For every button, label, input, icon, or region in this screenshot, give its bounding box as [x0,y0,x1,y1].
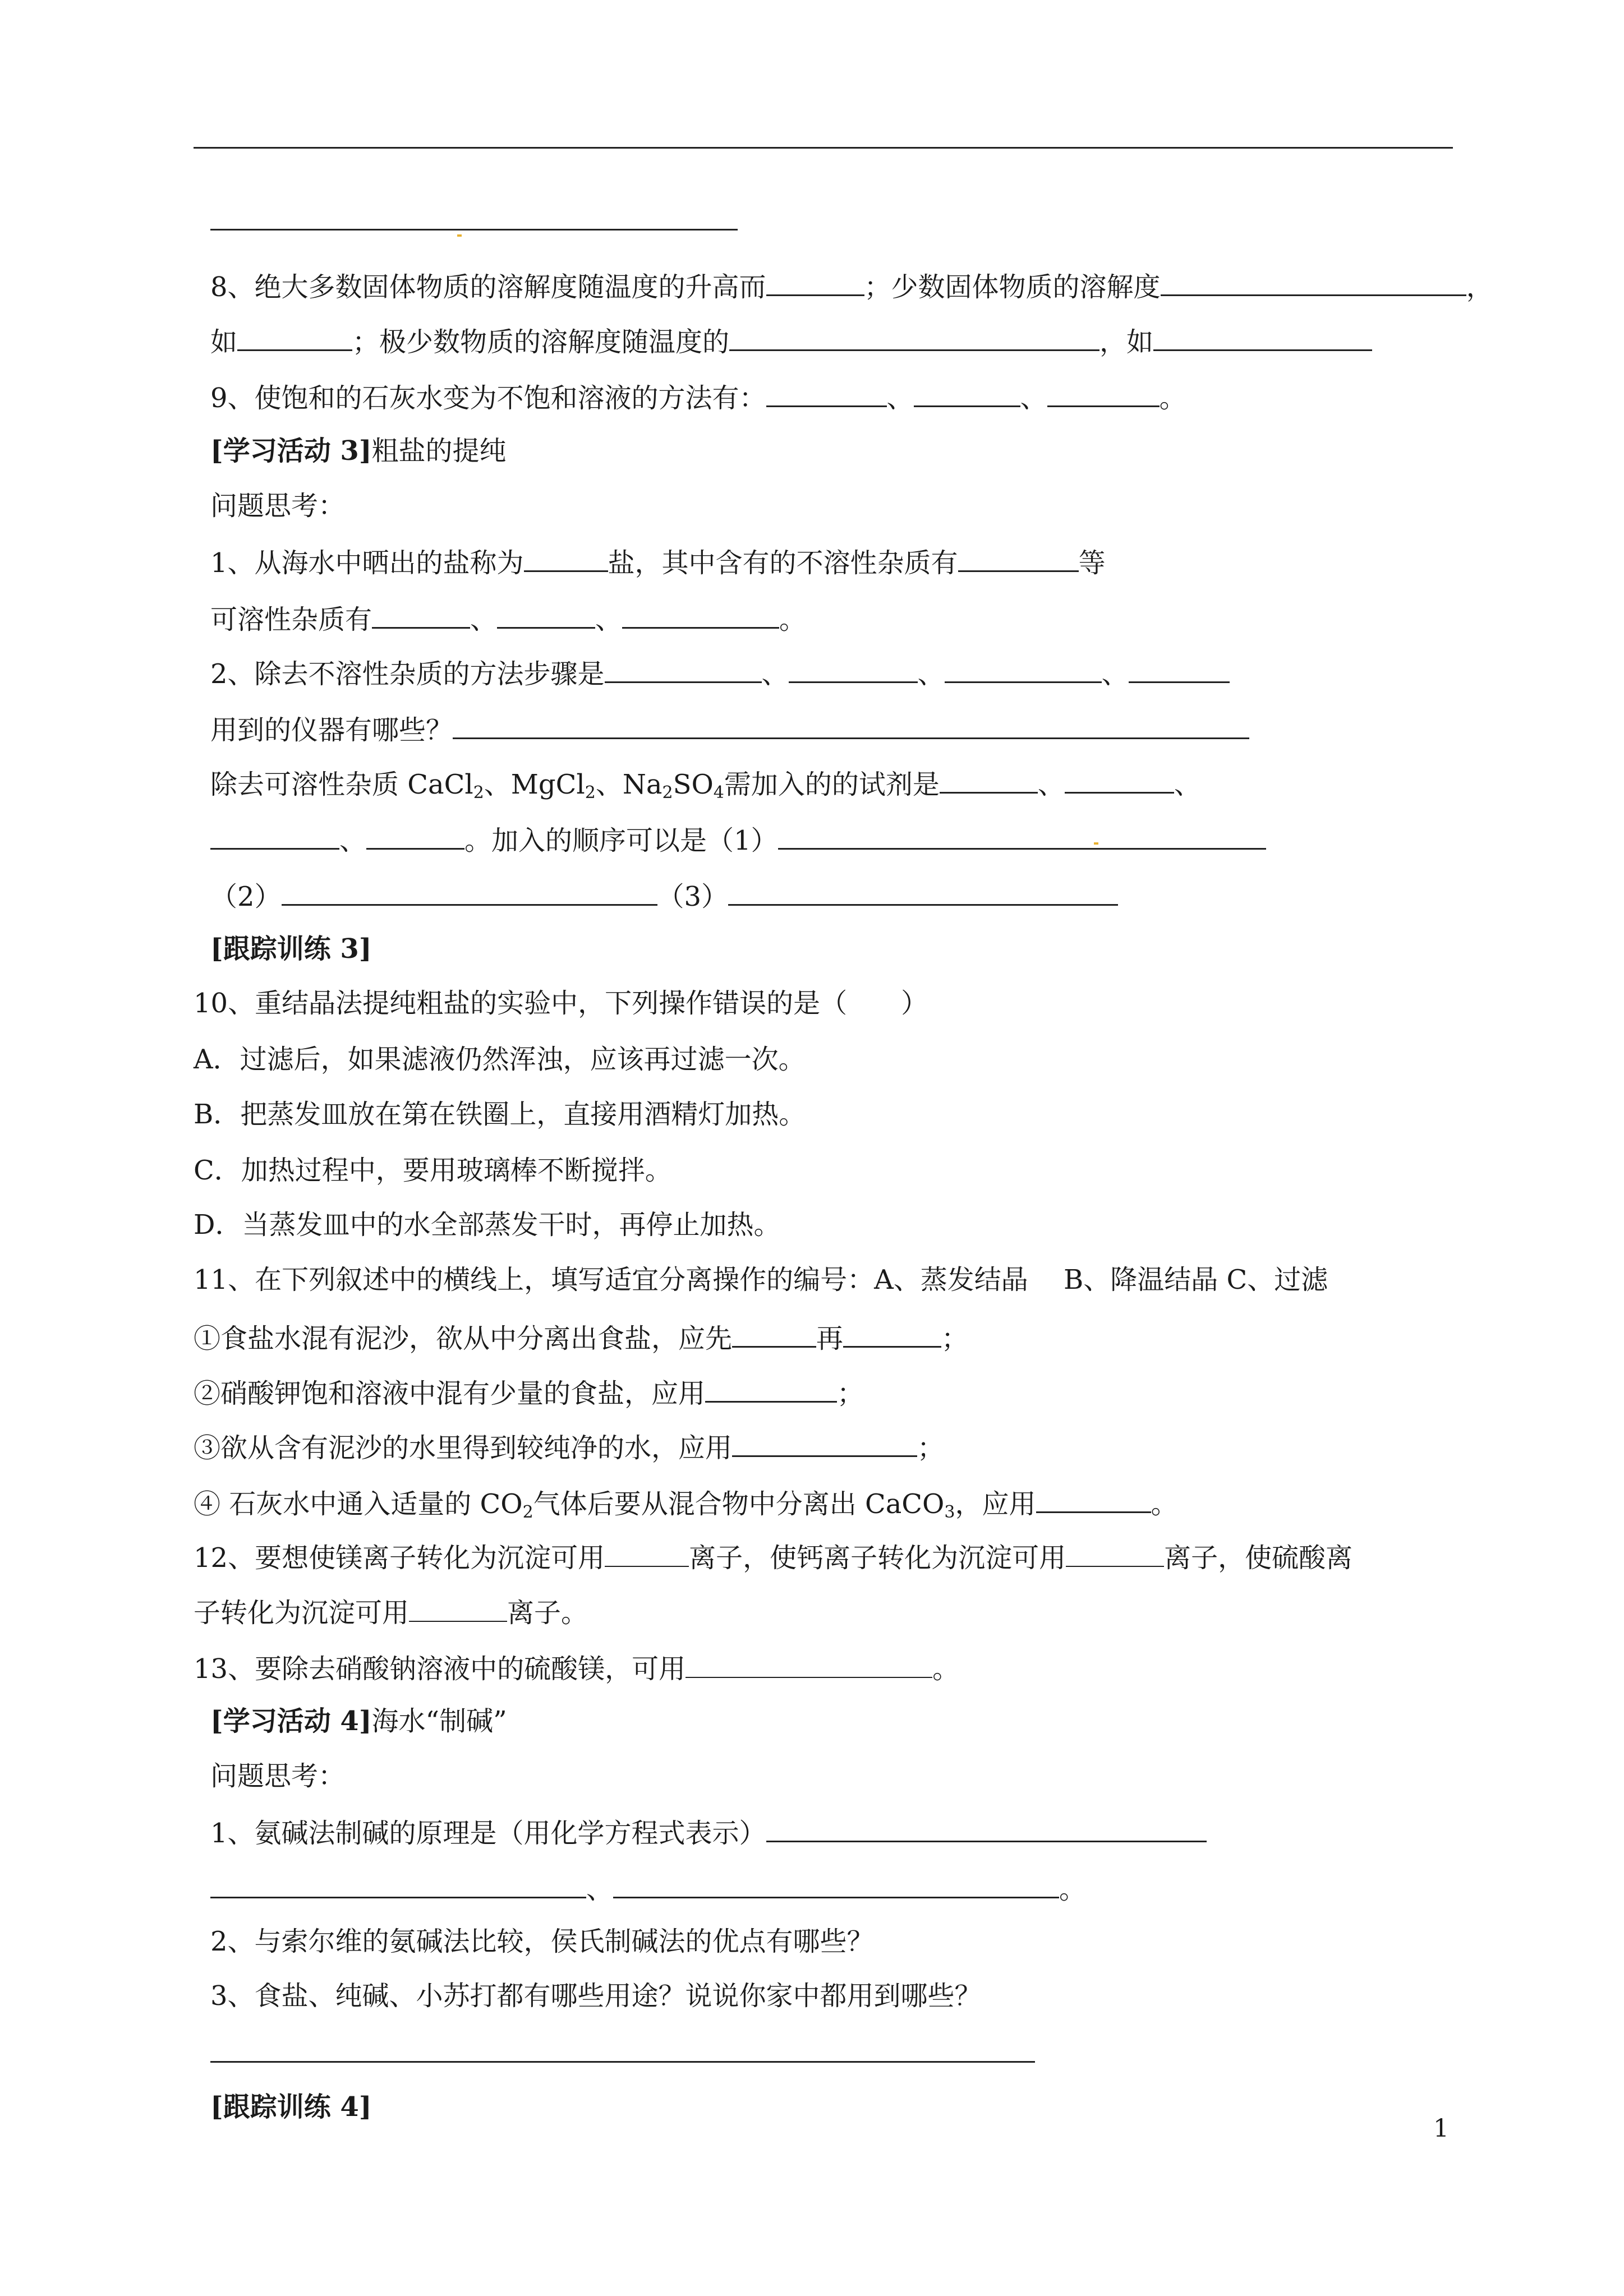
q9-blank3[interactable] [1047,377,1160,407]
a3q1-blank3[interactable] [372,599,470,629]
q10-option-b[interactable]: B．把蒸发皿放在第在铁圈上，直接用酒精灯加热。 [194,1099,806,1130]
a3q3-line1: 除去可溶性杂质 CaCl$_2$、MgCl$_2$、$Na_2SO_4$需加入的的试剂是 、 、 [210,764,1201,800]
q11-blank2[interactable] [843,1318,941,1348]
q12-blank3[interactable] [409,1593,507,1622]
a3q2-blank4[interactable] [1129,653,1230,683]
a4q1-line1: 1、氨碱法制碱的原理是（用化学方程式表示） [210,1813,1207,1848]
track4-heading: [跟踪训练 4] [210,2091,372,2123]
a3q1-line1: 1、从海水中晒出的盐称为 盐，其中含有的不溶性杂质有 等 [210,542,1106,578]
a4q1-line2: 、 。 [210,1869,1086,1905]
a4q3-answer-line[interactable] [210,2033,1035,2069]
q12-blank2[interactable] [1066,1538,1164,1567]
a3q3-order1-blank[interactable] [778,820,1266,850]
track3-heading: [跟踪训练 3] [210,933,372,965]
a3q2-blank2[interactable] [789,653,918,683]
q12-line1: 12、要想使镁离子转化为沉淀可用 离子，使钙离子转化为沉淀可用 离子，使硫酸离 [194,1538,1352,1574]
q8-blank4[interactable] [729,321,1099,351]
page-number: 1 [1433,2114,1449,2143]
q12-blank1[interactable] [605,1538,689,1567]
q8-blank3[interactable] [237,321,352,351]
answer-line-top[interactable] [210,201,738,237]
q12-line2: 子转化为沉淀可用 离子。 [194,1593,588,1629]
q13-line: 13、要除去硝酸钠溶液中的硫酸镁，可用 。 [194,1649,959,1685]
activity4-think: 问题思考： [210,1760,346,1792]
q11-item4: ④ 石灰水中通入适量的 $CO_2$气体后要从混合物中分离出 CaCO$_3$，应用 。 [194,1483,1178,1519]
a3q3-line3: （2） （3） [210,876,1118,912]
a3q3-order2-blank[interactable] [282,876,657,906]
q11-blank5[interactable] [1036,1483,1151,1513]
activity3-think: 问题思考： [210,490,346,522]
q10-option-d[interactable]: D．当蒸发皿中的水全部蒸发干时，再停止加热。 [194,1209,781,1241]
a3q3-blank3[interactable] [210,820,339,850]
q11-blank3[interactable] [705,1373,837,1403]
a4q2: 2、与索尔维的氨碱法比较，侯氏制碱法的优点有哪些？ [210,1926,874,1957]
a3q2-line1: 2、除去不溶性杂质的方法步骤是 、 、 、 [210,653,1230,689]
q11-item2: ②硝酸钾饱和溶液中混有少量的食盐，应用 ； [194,1373,864,1409]
a3q1-blank5[interactable] [622,599,779,629]
a4q1-blank3[interactable] [613,1869,1059,1898]
q11-stem: 11、在下列叙述中的横线上，填写适宜分离操作的编号：A、蒸发结晶 B、降温结晶 C、过滤 [194,1264,1328,1295]
a3q3-blank2[interactable] [1065,764,1174,794]
q8-line1: 8、绝大多数固体物质的溶解度随温度的升高而 ；少数固体物质的溶解度 ， [210,266,1493,302]
q9-blank2[interactable] [914,377,1020,407]
q10-stem: 10、重结晶法提纯粗盐的实验中，下列操作错误的是（ ） [194,988,928,1019]
a3q2-line2: 用到的仪器有哪些？ [210,709,1249,745]
q13-blank[interactable] [686,1649,932,1678]
a3q3-line2: 、 。加入的顺序可以是（1） [210,820,1266,856]
a3q2-blank5[interactable] [453,709,1249,739]
q11-item3: ③欲从含有泥沙的水里得到较纯净的水，应用 ； [194,1427,944,1463]
a3q2-blank1[interactable] [605,653,762,683]
a3q1-blank1[interactable] [524,542,608,572]
a3q3-blank1[interactable] [940,764,1038,794]
q9-blank1[interactable] [766,377,887,407]
a4q3: 3、食盐、纯碱、小苏打都有哪些用途？说说你家中都用到哪些？ [210,1980,982,2012]
a3q2-blank3[interactable] [945,653,1102,683]
activity3-heading: [学习活动 3]粗盐的提纯 [210,435,507,467]
q9-line: 9、使饱和的石灰水变为不饱和溶液的方法有： 、 、 。 [210,377,1186,413]
header-rule [194,147,1453,149]
speck-mark [457,234,462,237]
q10-option-a[interactable]: A．过滤后，如果滤液仍然浑浊，应该再过滤一次。 [194,1044,806,1075]
a3q1-line2: 可溶性杂质有 、 、 。 [210,599,806,635]
q8-line2: 如 ；极少数物质的溶解度随温度的 ，如 [210,321,1372,357]
a3q3-order3-blank[interactable] [728,876,1118,906]
a3q1-blank4[interactable] [497,599,595,629]
q8-blank5[interactable] [1153,321,1372,351]
q11-blank1[interactable] [732,1318,816,1348]
q11-blank4[interactable] [732,1427,917,1457]
q11-item1: ①食盐水混有泥沙，欲从中分离出食盐，应先 再 ； [194,1318,968,1354]
speck-mark [1094,842,1098,845]
activity4-heading: [学习活动 4]海水“制碱” [210,1705,507,1737]
a3q1-blank2[interactable] [958,542,1079,572]
q8-blank2[interactable] [1161,266,1466,296]
q10-option-c[interactable]: C．加热过程中，要用玻璃棒不断搅拌。 [194,1155,672,1186]
q8-blank1[interactable] [766,266,864,296]
a4q1-blank1[interactable] [766,1813,1207,1842]
a4q1-blank2[interactable] [210,1869,586,1898]
a3q3-blank4[interactable] [366,820,464,850]
